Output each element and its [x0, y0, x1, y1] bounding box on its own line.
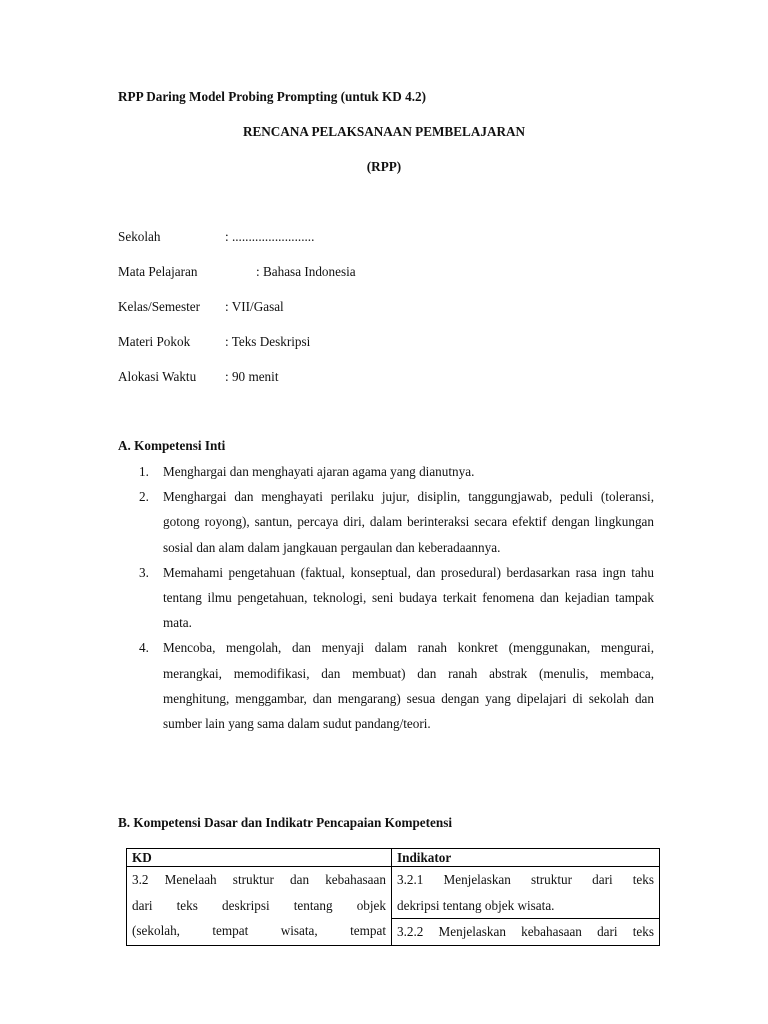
table-header-indikator: Indikator: [392, 849, 660, 867]
list-item: [118, 459, 654, 484]
document-title: RPP Daring Model Probing Prompting (untuk KD 4.2): [118, 89, 426, 104]
identity-value-mata-pelajaran: : Bahasa Indonesia: [256, 264, 356, 279]
kd-indikator-table: [126, 848, 660, 946]
identity-value-sekolah: : .........................: [225, 229, 315, 244]
identity-label-kelas-semester: Kelas/Semester: [118, 299, 201, 314]
list-item: [118, 560, 654, 636]
section-b-title: B. Kompetensi Dasar dan Indikatr Pencapaian Kompetensi: [118, 815, 453, 830]
kd-line: (sekolah, tempat wisata, tempat: [132, 923, 386, 938]
identity-value-alokasi-waktu: : 90 menit: [225, 369, 279, 384]
table-header-kd: KD: [127, 849, 392, 867]
table-cell-kd: [127, 867, 392, 946]
list-item-number: 2.: [139, 489, 149, 505]
indikator-line: dekripsi tentang objek wisata.: [397, 897, 555, 913]
indikator-line: 3.2.1 Menjelaskan struktur dari teks: [397, 872, 654, 887]
list-item: [118, 635, 654, 736]
identity-label-mata-pelajaran: Mata Pelajaran: [118, 264, 198, 279]
sub-heading: (RPP): [366, 159, 402, 174]
table-header-row: [127, 849, 660, 867]
list-item-number: 3.: [139, 564, 149, 580]
identity-label-alokasi-waktu: Alokasi Waktu: [118, 369, 197, 384]
section-a-title: A. Kompetensi Inti: [118, 438, 226, 453]
identity-label-materi-pokok: Materi Pokok: [118, 334, 191, 349]
identity-value-kelas-semester: : VII/Gasal: [225, 299, 284, 314]
table-row: [127, 867, 660, 946]
list-item-text: Menghargai dan menghayati perilaku jujur, disiplin, tanggungjawab, peduli (toleransi, gotong royong), santun, percaya diri, dalam berinteraksi secara efektif dengan lingkungan sosial dan alam dalam jangkauan pergaulan dan keberadaannya.: [163, 489, 654, 555]
table-cell-indikator: [392, 867, 660, 946]
identity-value-materi-pokok: : Teks Deskripsi: [225, 334, 311, 349]
indikator-line: 3.2.2 Menjelaskan kebahasaan dari teks: [392, 918, 659, 945]
list-item-number: 1.: [139, 464, 149, 479]
kompetensi-inti-list: [118, 459, 654, 736]
identity-label-sekolah: Sekolah: [118, 229, 161, 244]
list-item: [118, 484, 654, 560]
list-item-number: 4.: [139, 640, 149, 656]
main-heading: RENCANA PELAKSANAAN PEMBELAJARAN: [242, 124, 526, 139]
list-item-text: Memahami pengetahuan (faktual, konseptual, dan prosedural) berdasarkan rasa ingn tahu tentang ilmu pengetahuan, teknologi, seni budaya terkait fenomena dan kejadian tampak mata.: [163, 564, 654, 631]
kd-line: dari teks deskripsi tentang objek: [132, 897, 386, 913]
list-item-text: Mencoba, mengolah, dan menyaji dalam ranah konkret (menggunakan, mengurai, merangkai, memodifikasi, dan membuat) dan ranah abstrak (menulis, membaca, menghitung, menggambar, dan mengarang) sesua dengan yang dipelajari di sekolah dan sumber lain yang sama dalam sudut pandang/teori.: [163, 640, 654, 732]
list-item-text: Menghargai dan menghayati ajaran agama yang dianutnya.: [163, 464, 475, 479]
kd-line: 3.2 Menelaah struktur dan kebahasaan: [132, 872, 386, 887]
